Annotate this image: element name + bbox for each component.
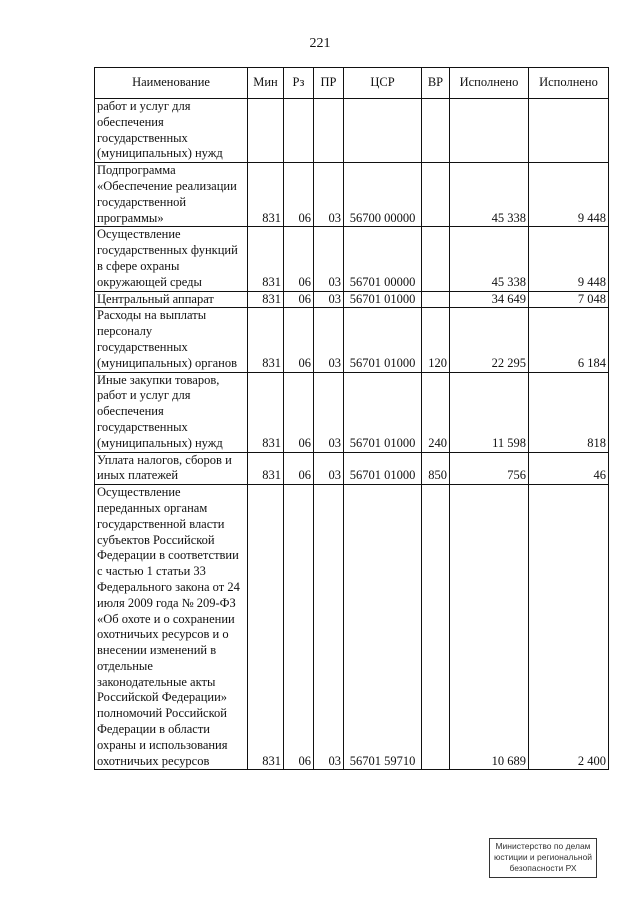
stamp-line-3: безопасности РХ — [509, 863, 577, 873]
row-name: Осуществление государственных функций в сфере охраны окружающей среды — [95, 227, 248, 291]
table-row — [95, 308, 609, 372]
row-executed-2 — [529, 99, 609, 163]
row-pr: 03 — [314, 308, 344, 372]
table-row — [95, 452, 609, 485]
row-vr — [422, 163, 450, 227]
row-rz: 06 — [284, 372, 314, 452]
row-min: 831 — [248, 372, 284, 452]
row-pr: 03 — [314, 227, 344, 291]
row-min: 831 — [248, 485, 284, 770]
row-csr — [344, 99, 422, 163]
row-rz: 06 — [284, 163, 314, 227]
row-executed-2: 6 184 — [529, 308, 609, 372]
header-executed-1: Исполнено — [450, 68, 529, 99]
row-executed-1 — [450, 99, 529, 163]
row-executed-1: 756 — [450, 452, 529, 485]
row-vr — [422, 227, 450, 291]
row-executed-2: 7 048 — [529, 291, 609, 308]
row-name: Уплата налогов, сборов и иных платежей — [95, 452, 248, 485]
row-csr: 56701 01000 — [344, 291, 422, 308]
row-executed-1: 10 689 — [450, 485, 529, 770]
row-min: 831 — [248, 227, 284, 291]
stamp-line-2: юстиции и региональной — [493, 852, 593, 862]
row-min: 831 — [248, 163, 284, 227]
row-min — [248, 99, 284, 163]
table-row — [95, 485, 609, 770]
row-executed-1: 11 598 — [450, 372, 529, 452]
row-vr: 240 — [422, 372, 450, 452]
row-rz: 06 — [284, 227, 314, 291]
row-min: 831 — [248, 308, 284, 372]
row-name: Осуществление переданных органам государственной власти субъектов Российской Федерации в соответствии с частью 1 статьи 33 Федерального закона от 24 июля 2009 года № 209-ФЗ «Об охоте и о сохранении охотничьих ресурсов и о внесении изменений в отдельные законодательные акты Российской Федерации» полномочий Российской Федерации в области охраны и использования охотничьих ресурсов — [95, 485, 248, 770]
row-csr: 56701 00000 — [344, 227, 422, 291]
table-row — [95, 291, 609, 308]
row-executed-1: 22 295 — [450, 308, 529, 372]
row-executed-1: 45 338 — [450, 227, 529, 291]
row-rz: 06 — [284, 485, 314, 770]
header-row — [95, 68, 609, 99]
row-vr: 850 — [422, 452, 450, 485]
row-min: 831 — [248, 291, 284, 308]
header-executed-2: Исполнено — [529, 68, 609, 99]
table-row — [95, 372, 609, 452]
row-executed-2: 46 — [529, 452, 609, 485]
stamp-line-1: Министерство по делам — [495, 841, 591, 851]
row-vr — [422, 99, 450, 163]
row-name: Иные закупки товаров, работ и услуг для обеспечения государственных (муниципальных) нужд — [95, 372, 248, 452]
table-body — [95, 99, 609, 770]
header-csr: ЦСР — [344, 68, 422, 99]
row-executed-1: 34 649 — [450, 291, 529, 308]
row-vr: 120 — [422, 308, 450, 372]
row-csr: 56701 59710 — [344, 485, 422, 770]
header-pr: ПР — [314, 68, 344, 99]
row-pr: 03 — [314, 291, 344, 308]
row-pr: 03 — [314, 163, 344, 227]
row-rz: 06 — [284, 308, 314, 372]
header-name: Наименование — [95, 68, 248, 99]
row-name: Подпрограмма «Обеспечение реализации государственной программы» — [95, 163, 248, 227]
header-min: Мин — [248, 68, 284, 99]
header-vr: ВР — [422, 68, 450, 99]
row-csr: 56700 00000 — [344, 163, 422, 227]
table-row — [95, 227, 609, 291]
row-pr: 03 — [314, 485, 344, 770]
row-executed-2: 818 — [529, 372, 609, 452]
row-rz: 06 — [284, 291, 314, 308]
row-name: работ и услуг для обеспечения государственных (муниципальных) нужд — [95, 99, 248, 163]
row-csr: 56701 01000 — [344, 452, 422, 485]
row-executed-2: 9 448 — [529, 163, 609, 227]
row-pr: 03 — [314, 372, 344, 452]
budget-table — [94, 67, 609, 770]
table-row — [95, 99, 609, 163]
row-csr: 56701 01000 — [344, 372, 422, 452]
ministry-stamp — [489, 838, 597, 878]
row-pr — [314, 99, 344, 163]
table-row — [95, 163, 609, 227]
row-vr — [422, 291, 450, 308]
row-executed-2: 2 400 — [529, 485, 609, 770]
row-csr: 56701 01000 — [344, 308, 422, 372]
row-name: Расходы на выплаты персоналу государственных (муниципальных) органов — [95, 308, 248, 372]
row-executed-1: 45 338 — [450, 163, 529, 227]
header-rz: Рз — [284, 68, 314, 99]
row-vr — [422, 485, 450, 770]
row-min: 831 — [248, 452, 284, 485]
row-rz: 06 — [284, 452, 314, 485]
page-number: 221 — [309, 36, 331, 51]
row-pr: 03 — [314, 452, 344, 485]
row-executed-2: 9 448 — [529, 227, 609, 291]
row-name: Центральный аппарат — [95, 291, 248, 308]
row-rz — [284, 99, 314, 163]
